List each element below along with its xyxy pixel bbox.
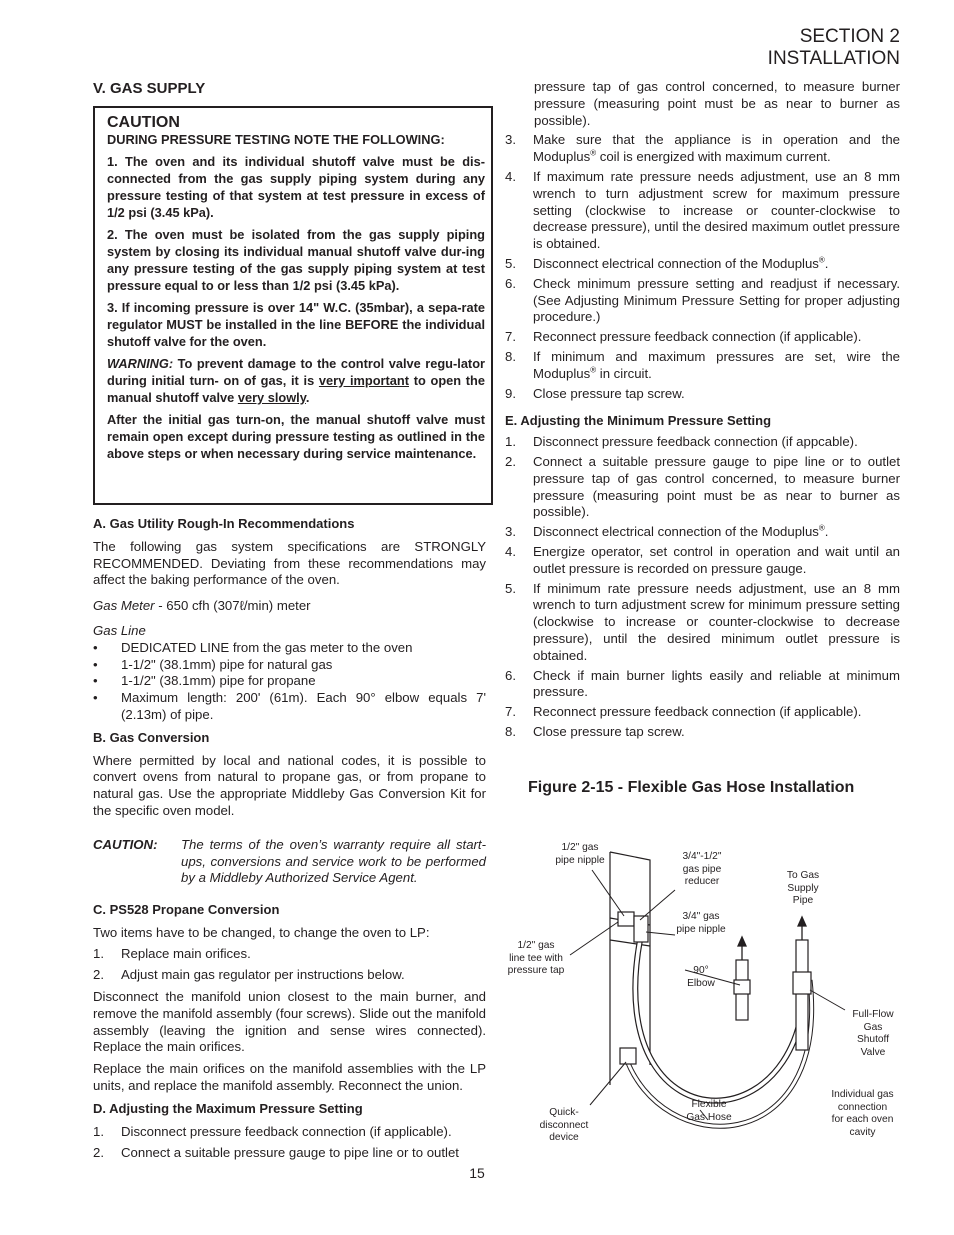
list-number: 6. (505, 667, 516, 683)
bullet-text: 1-1/2" (38.1mm) pipe for natural gas (121, 656, 333, 672)
right-column (505, 79, 900, 744)
list-item (505, 169, 900, 253)
bullet-text: 1-1/2" (38.1mm) pipe for propane (121, 673, 316, 689)
list-item-text: Check minimum pressure setting and readjust if necessary. (See Adjusting Minimum Pressure Setting for proper adjusting procedure.) (533, 275, 900, 325)
arrow-up-icon (738, 937, 746, 946)
list-item (505, 454, 900, 521)
caution-item-2: 2. The oven must be isolated from the gas supply piping system by closing its individual manual shutoff valve dur-ing any pressure testing of the gas supply piping system at test pressure equal to or less than 1/2 psi (3.45 kPa). (107, 227, 485, 293)
warning-underline-2: very slowly (237, 390, 306, 405)
label-individual-connection: Individual gas connection for each oven cavity (831, 1089, 894, 1138)
bullet-text: Maximum length: 200' (61m). Each 90° elbow equals 7' (2.13m) of pipe. (121, 690, 486, 722)
arrow-up-icon (798, 917, 806, 926)
list-item-text: Replace main orifices. (121, 946, 251, 962)
list-item-text: Disconnect pressure feedback connection (if applicable). (121, 1123, 452, 1139)
list-number: 6. (505, 275, 516, 291)
section-c-p1: Disconnect the manifold union closest to the main burner, and remove the manifold assembly (four screws). Slide out the manifold assembly (leaving the ignition and sense wires connected). Replace the main orifices. (93, 988, 486, 1055)
section-d-title: D. Adjusting the Maximum Pressure Setting (93, 1100, 363, 1116)
list-number: 3. (505, 524, 516, 540)
warning-text-a: To prevent damage to the control valve regu-lator during initial turn- on of gas, it is (107, 356, 485, 388)
section-d-list (505, 132, 900, 402)
list-item-text: Reconnect pressure feedback connection (if applicable). (533, 704, 862, 720)
oven-panel (610, 852, 650, 1065)
list-number: 4. (505, 543, 516, 559)
list-number: 5. (505, 255, 516, 271)
list-item-text: Energize operator, set control in operation and wait until an outlet pressure is recorded on pressure gauge. (533, 543, 900, 576)
list-item-text: Disconnect pressure feedback connection (if appcable). (533, 434, 858, 450)
section-c-p2: Replace the main orifices on the manifold assemblies with the LP units, and replace the manifold assembly. Reconnect the union. (93, 1061, 486, 1093)
label-half-inch-nipple: 1/2" gas pipe nipple (555, 842, 605, 866)
registered-mark: ® (818, 523, 825, 533)
section-e-list (505, 434, 900, 741)
gas-meter-value: - 650 cfh (307ℓ/min) meter (154, 598, 311, 614)
list-item (505, 668, 900, 702)
registered-mark: ® (818, 255, 825, 265)
warranty-caution (93, 837, 486, 889)
label-reducer: 3/4"-1/2" gas pipe reducer (682, 851, 722, 887)
page-number: 15 (469, 1165, 485, 1181)
list-item (505, 524, 900, 541)
label-three-quarter-nipple: 3/4" gas pipe nipple (676, 911, 726, 935)
list-number: 7. (505, 704, 516, 720)
list-item-text: Connect a suitable pressure gauge to pipe line or to outlet (121, 1145, 459, 1161)
caution-item-1: 1. The oven and its individual shutoff valve must be dis-connected from the gas supply piping system during any pressure testing of that system at test pressure in excess of 1/2 psi (3.45 kPa). (107, 154, 485, 220)
section-a-text: The following gas system specifications are STRONGLY RECOMMENDED. Deviating from these recommendations may affect the baking performance of the oven. (93, 538, 486, 588)
gas-meter (93, 598, 486, 615)
list-item-text: If minimum rate pressure needs adjustment, use an 8 mm wrench to turn adjustment screw for minimum pressure setting (clockwise to increase or counter-clockwise to decrease pressure), until the desired minimum outlet pressure is obtained. (533, 580, 900, 663)
caution-after: After the initial gas turn-on, the manual shutoff valve must remain open except during pressure testing as outlined in the above steps or when necessary during service maintenance. (107, 412, 485, 461)
list-number: 1. (505, 434, 516, 450)
list-item-text-cont: coil is energized with maximum current. (596, 149, 831, 165)
caution-item-3: 3. If incoming pressure is over 14" W.C. (35mbar), a sepa-rate regulator MUST be installed in the line BEFORE the individual shutoff valve for the oven. (107, 300, 485, 349)
list-item: 1. Replace main orifices. (93, 946, 251, 962)
list-item-text-cont: . (824, 524, 829, 540)
list-number: 9. (505, 385, 516, 401)
label-tee: 1/2" gas line tee with pressure tap (507, 940, 565, 976)
list-item (505, 132, 900, 166)
list-item (505, 704, 900, 721)
list-number: 8. (505, 348, 516, 364)
section-number: SECTION 2 (799, 26, 900, 47)
label-elbow: 90° Elbow (687, 965, 715, 989)
registered-mark: ® (590, 365, 597, 375)
section-header (768, 26, 900, 70)
list-item-text: Close pressure tap screw. (533, 385, 685, 401)
caution-warning (107, 355, 485, 406)
list-item: 1. Disconnect pressure feedback connection (if applicable). (93, 1123, 452, 1139)
label-quick-disconnect: Quick- disconnect device (539, 1107, 589, 1143)
list-item-text: Close pressure tap screw. (533, 723, 685, 739)
list-number: 4. (505, 168, 516, 184)
caution-box (93, 106, 493, 505)
label-shutoff-valve: Full-Flow Gas Shutoff Valve (852, 1009, 894, 1058)
list-item-text: Make sure that the appliance is in operation and the Moduplus (533, 132, 900, 165)
section-d-continued: pressure tap of gas control concerned, to measure burner pressure (measuring point must be as near to burner as possible). (534, 79, 900, 128)
list-item (505, 724, 900, 741)
bullet-text: DEDICATED LINE from the gas meter to the oven (121, 639, 413, 655)
list-number: 8. (505, 723, 516, 739)
list-number: 2. (505, 453, 516, 469)
caution-intro: DURING PRESSURE TESTING NOTE THE FOLLOWING: (107, 132, 445, 147)
section-c-text: Two items have to be changed, to change the oven to LP: (93, 924, 430, 940)
bullet-item: • DEDICATED LINE from the gas meter to the oven (93, 639, 413, 655)
list-item-text: If minimum and maximum pressures are set, wire the Moduplus (533, 348, 900, 381)
section-e-title: E. Adjusting the Minimum Pressure Setting (505, 413, 772, 429)
list-item (505, 329, 900, 346)
section-b-text: Where permitted by local and national codes, it is possible to convert ovens from natural to propane gas, or from propane to natural gas. Use the appropriate Middleby Gas Conversion Kit for the specific oven model. (93, 752, 486, 818)
list-item-text-cont: in circuit. (596, 365, 652, 381)
list-item (505, 544, 900, 578)
list-item (505, 256, 900, 273)
list-item-text: Connect a suitable pressure gauge to pipe line or to outlet pressure tap of gas control concerned, to measure burner pressure (measuring point must be as near to burner as possible). (533, 453, 900, 520)
section-a-title: A. Gas Utility Rough-In Recommendations (93, 516, 355, 531)
list-number: 5. (505, 580, 516, 596)
registered-mark: ® (590, 148, 597, 158)
section-c-title: C. PS528 Propane Conversion (93, 901, 280, 917)
gas-supply-heading: V. GAS SUPPLY (93, 80, 206, 97)
list-item (505, 349, 900, 383)
gas-meter-label: Gas Meter (93, 598, 155, 614)
warning-text-b: to open the manual shutoff valve (107, 373, 485, 405)
warning-underline-1: very important (318, 373, 409, 388)
bullet-item: • 1-1/2" (38.1mm) pipe for propane (93, 673, 316, 689)
list-item (505, 386, 900, 403)
bullet-item: • Maximum length: 200' (61m). Each 90° elbow equals 7' (2.13m) of pipe. (93, 690, 486, 722)
list-item-text: Reconnect pressure feedback connection (if applicable). (533, 329, 862, 345)
list-item-text: Disconnect electrical connection of the Moduplus (533, 255, 819, 271)
bullet-item: • 1-1/2" (38.1mm) pipe for natural gas (93, 656, 333, 672)
list-number: 3. (505, 132, 516, 148)
list-item-text: Disconnect electrical connection of the Moduplus (533, 524, 819, 540)
list-item: 2. Connect a suitable pressure gauge to pipe line or to outlet (93, 1145, 459, 1161)
figure-title: Figure 2-15 - Flexible Gas Hose Installation (528, 779, 855, 796)
list-number: 7. (505, 329, 516, 345)
list-item (505, 581, 900, 665)
warning-text-c: . (305, 390, 310, 405)
warning-label: WARNING: (107, 356, 174, 371)
list-item: 2. Adjust main gas regulator per instructions below. (93, 967, 405, 983)
label-to-gas-supply: To Gas Supply Pipe (786, 870, 820, 906)
list-item (505, 434, 900, 451)
section-b-title: B. Gas Conversion (93, 729, 210, 745)
list-item (505, 276, 900, 326)
gas-line-label: Gas Line (93, 622, 146, 638)
list-item-text: Check if main burner lights easily and reliable at minimum pressure. (533, 667, 900, 700)
warranty-caution-label: CAUTION: (93, 836, 158, 852)
section-title: INSTALLATION (767, 48, 900, 69)
warranty-caution-text: The terms of the oven’s warranty require all start-ups, conversions and service work to be performed by a Middleby Authorized Service Agent. (181, 836, 486, 886)
list-item-text: Adjust main gas regulator per instructions below. (121, 967, 405, 983)
caution-title: CAUTION (107, 114, 180, 131)
list-item-text: If maximum rate pressure needs adjustment, use an 8 mm wrench to turn adjustment screw for maximum pressure setting (clockwise to increase or counter-clockwise to decrease pressure), until the desired maximum outlet pressure is obtained. (533, 168, 900, 252)
left-column (93, 516, 486, 1162)
label-flexible-hose: Flexible Gas Hose (686, 1099, 732, 1123)
list-item-text-cont: . (824, 255, 829, 271)
